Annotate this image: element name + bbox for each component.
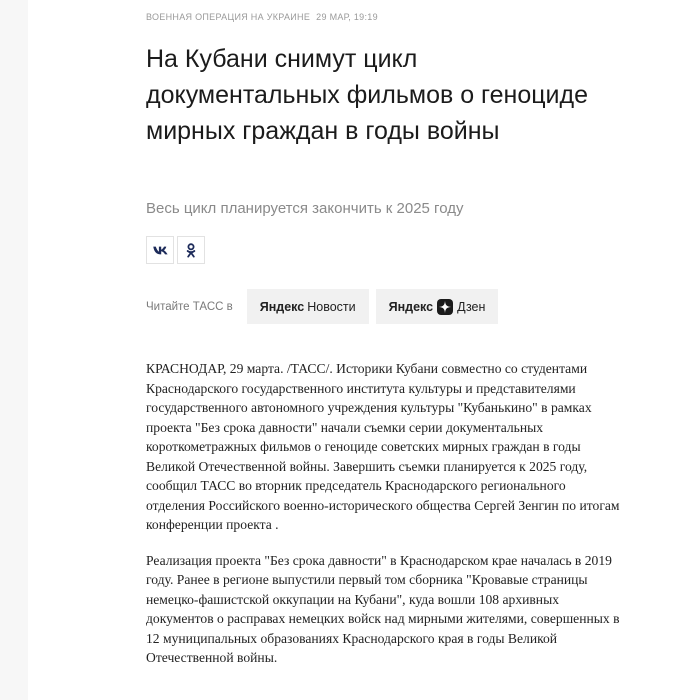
share-ok-button[interactable] [177,236,205,264]
yandex-news-brand: Яндекс [259,299,305,314]
yandex-news-button[interactable] [247,289,369,324]
share-vk-button[interactable] [146,236,174,264]
article-paragraph: КРАСНОДАР, 29 марта. /ТАСС/. Историки Кубани совместно со студентами Краснодарского государственного института культуры и представителями государственного автономного учреждения культуры "Кубанькино" в рамках проекта "Без срока давности" начали съемки серии документальных короткометражных фильмов о геноциде советских мирных граждан в годы Великой Отечественной войны. Завершить съемки планируется к 2025 году, сообщил ТАСС во вторник председатель Краснодарского регионального отделения Российского военно-исторического общества Сергей Зенгин по итогам конференции проекта . [146,361,620,532]
article-lead: Весь цикл планируется закончить к 2025 году [146,200,464,217]
article-page [28,0,700,700]
publish-date: 29 МАР, 19:19 [316,12,378,22]
read-tass-in [146,289,498,324]
article-body [146,359,624,684]
article-meta [146,12,378,22]
yandex-zen-brand: Яндекс [388,299,434,314]
odnoklassniki-icon [186,243,196,258]
article-paragraph: Реализация проекта "Без срока давности" в Краснодарском крае началась в 2019 году. Ранее в регионе выпустили первый том сборника "Кровавые страницы немецко-фашистской оккупации на Кубани", куда вошли 108 архивных документов о расправах немецких войск над мирными жителями, совершенных в 12 муниципальных образованиях Краснодарского края в годы Великой Отечественной войны. [146,552,620,665]
read-in-label: Читайте ТАСС в [146,300,233,313]
yandex-news-name: Новости [307,299,356,314]
dzen-logo-icon [437,299,453,315]
article-title: На Кубани снимут цикл документальных фильмов о геноциде мирных граждан в годы войны [146,45,589,145]
share-buttons [146,236,205,264]
yandex-zen-button[interactable] [376,289,499,324]
vk-icon [153,246,168,255]
rubric-link[interactable]: ВОЕННАЯ ОПЕРАЦИЯ НА УКРАИНЕ [146,12,311,22]
yandex-zen-name: Дзен [457,299,486,314]
